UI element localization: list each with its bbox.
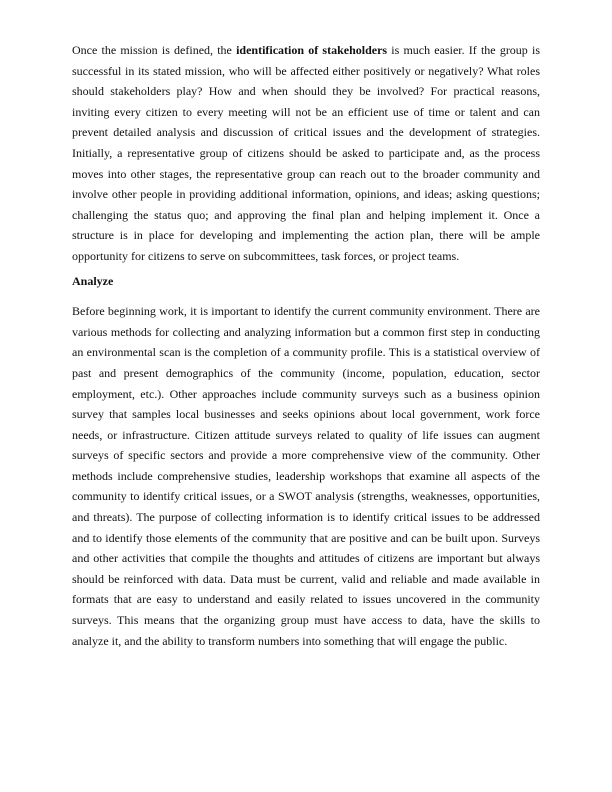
document-page <box>72 40 540 651</box>
paragraph-line: and other activities that compile the thoughts and attitudes of citizens are important but always <box>72 551 540 566</box>
paragraph-line: structure is in place for developing and implementing the action plan, there will be ample <box>72 228 540 243</box>
paragraph-line: surveys of specific sectors and provide a more comprehensive view of the community. Other <box>72 448 540 463</box>
paragraph-line: and to identify those elements of the community that are positive and can be built upon. Surveys <box>72 530 540 545</box>
paragraph-line: moves into other stages, the representative group can reach out to the broader community and <box>72 166 540 181</box>
paragraph-line: various methods for collecting and analyzing information but a common first step in conducting <box>72 324 540 339</box>
paragraph-line: should stakeholders play? How and when should they be involved? For practical reasons, <box>72 84 540 99</box>
paragraph-line: employment, etc.). Other approaches include community surveys such as a business opinion <box>72 386 540 401</box>
analyze-paragraph <box>72 301 540 651</box>
paragraph-line: prevent detailed analysis and discussion of critical issues and the development of strategies. <box>72 125 540 140</box>
paragraph-line: successful in its stated mission, who will be affected either positively or negatively? What roles <box>72 63 540 78</box>
paragraph-line: methods include comprehensive studies, leadership workshops that examine all aspects of the <box>72 468 540 483</box>
paragraph-line: involve other people in providing additional information, opinions, and ideas; asking questions; <box>72 187 540 202</box>
paragraph-line: formats that are easy to understand and easily related to issues uncovered in the community <box>72 592 540 607</box>
paragraph-line: inviting every citizen to every meeting will not be an efficient use of time or talent and can <box>72 104 540 119</box>
stakeholders-paragraph <box>72 40 540 267</box>
bold-term-identification-of-stakeholders: identification of stakeholders <box>236 43 388 57</box>
text-run: Once the mission is defined, the <box>72 43 237 57</box>
paragraph-line: Before beginning work, it is important to identify the current community environment. There are <box>72 304 540 319</box>
paragraph-line: challenging the status quo; and approving the final plan and helping implement it. Once a <box>72 207 540 222</box>
paragraph-line <box>72 40 540 61</box>
paragraph-line: should be reinforced with data. Data must be current, valid and reliable and made available in <box>72 571 540 586</box>
text-run: is much easier. If the group is <box>387 43 540 57</box>
paragraph-line: survey that samples local businesses and seeks opinions about local government, work force <box>72 407 540 422</box>
paragraph-line: opportunity for citizens to serve on subcommittees, task forces, or project teams. <box>72 248 460 263</box>
paragraph-line: needs, or infrastructure. Citizen attitude surveys related to quality of life issues can augment <box>72 427 540 442</box>
section-heading-analyze: Analyze <box>72 273 114 288</box>
paragraph-line: and threats). The purpose of collecting information is to identify critical issues to be addressed <box>72 510 540 525</box>
paragraph-line: Initially, a representative group of citizens should be asked to participate and, as the process <box>72 145 540 160</box>
paragraph-line: an environmental scan is the completion of a community profile. This is a statistical overview of <box>72 345 540 360</box>
paragraph-line: past and present demographics of the community (income, population, education, sector <box>72 365 540 380</box>
paragraph-line: analyze it, and the ability to transform numbers into something that will engage the public. <box>72 633 508 648</box>
paragraph-line: community to identify critical issues, or a SWOT analysis (strengths, weaknesses, opportunities, <box>72 489 540 504</box>
paragraph-line: surveys. This means that the organizing group must have access to data, have the skills to <box>72 613 540 628</box>
